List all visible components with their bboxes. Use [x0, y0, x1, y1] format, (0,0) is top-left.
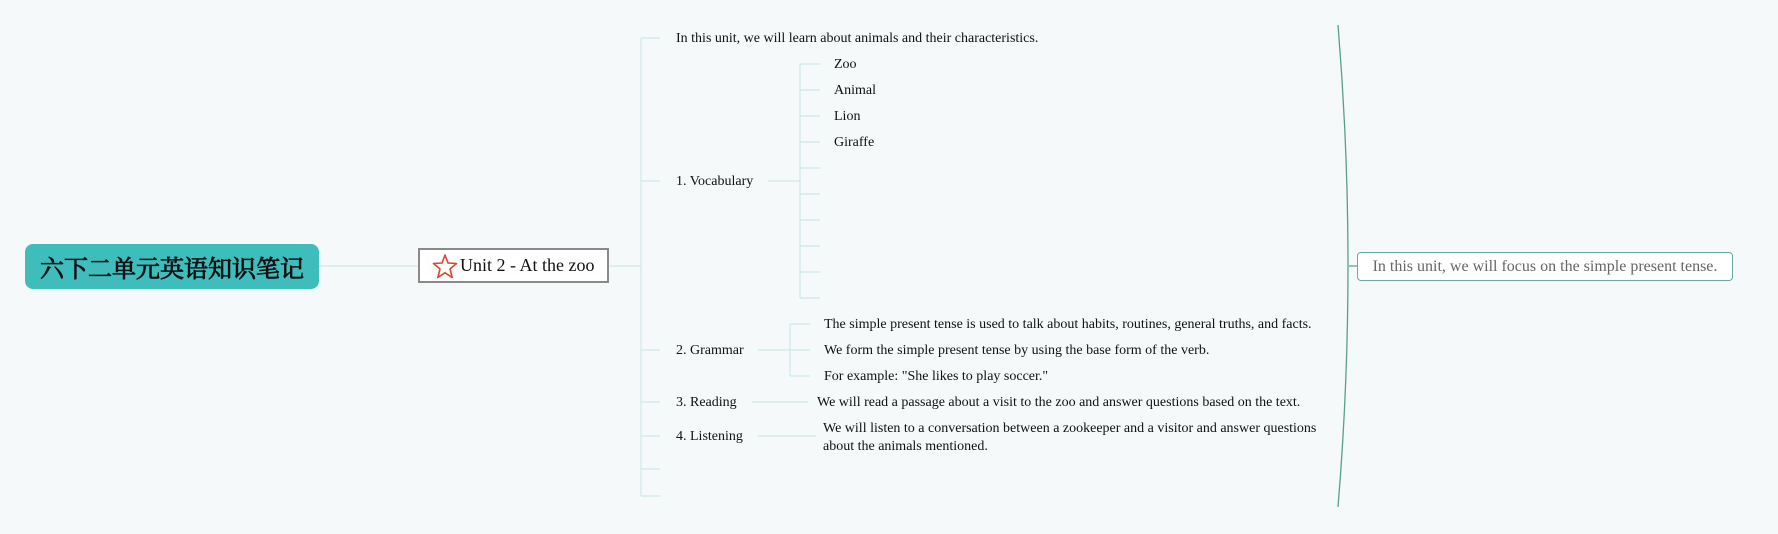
grammar-item[interactable]: The simple present tense is used to talk about habits, routines, general truths, and facts. [824, 317, 1312, 332]
unit-topic[interactable] [418, 248, 609, 283]
intro-node[interactable]: In this unit, we will learn about animals and their characteristics. [676, 31, 1039, 46]
vocab-item[interactable]: Zoo [834, 57, 857, 72]
star-icon [432, 253, 458, 279]
vocab-item[interactable]: Lion [834, 109, 861, 124]
root-topic[interactable] [25, 244, 319, 289]
section-reading[interactable]: 3. Reading [676, 395, 737, 410]
section-listening[interactable]: 4. Listening [676, 429, 743, 444]
vocab-item[interactable]: Animal [834, 83, 876, 98]
summary-label: In this unit, we will focus on the simple present tense. [1372, 257, 1718, 275]
reading-item[interactable]: We will read a passage about a visit to the zoo and answer questions based on the text. [817, 395, 1301, 410]
summary-node[interactable] [1357, 252, 1733, 281]
grammar-item[interactable]: We form the simple present tense by using the base form of the verb. [824, 343, 1210, 358]
section-grammar[interactable]: 2. Grammar [676, 343, 744, 358]
summary-bracket [1338, 25, 1348, 507]
listening-item[interactable]: We will listen to a conversation between a zookeeper and a visitor and answer questions about the animals mentioned. [823, 421, 1317, 454]
unit-topic-label: Unit 2 - At the zoo [460, 255, 595, 275]
root-topic-label: 六下二单元英语知识笔记 [40, 255, 304, 283]
section-vocabulary[interactable]: 1. Vocabulary [676, 174, 754, 189]
grammar-item[interactable]: For example: "She likes to play soccer." [824, 369, 1049, 384]
vocab-item[interactable]: Giraffe [834, 135, 875, 150]
